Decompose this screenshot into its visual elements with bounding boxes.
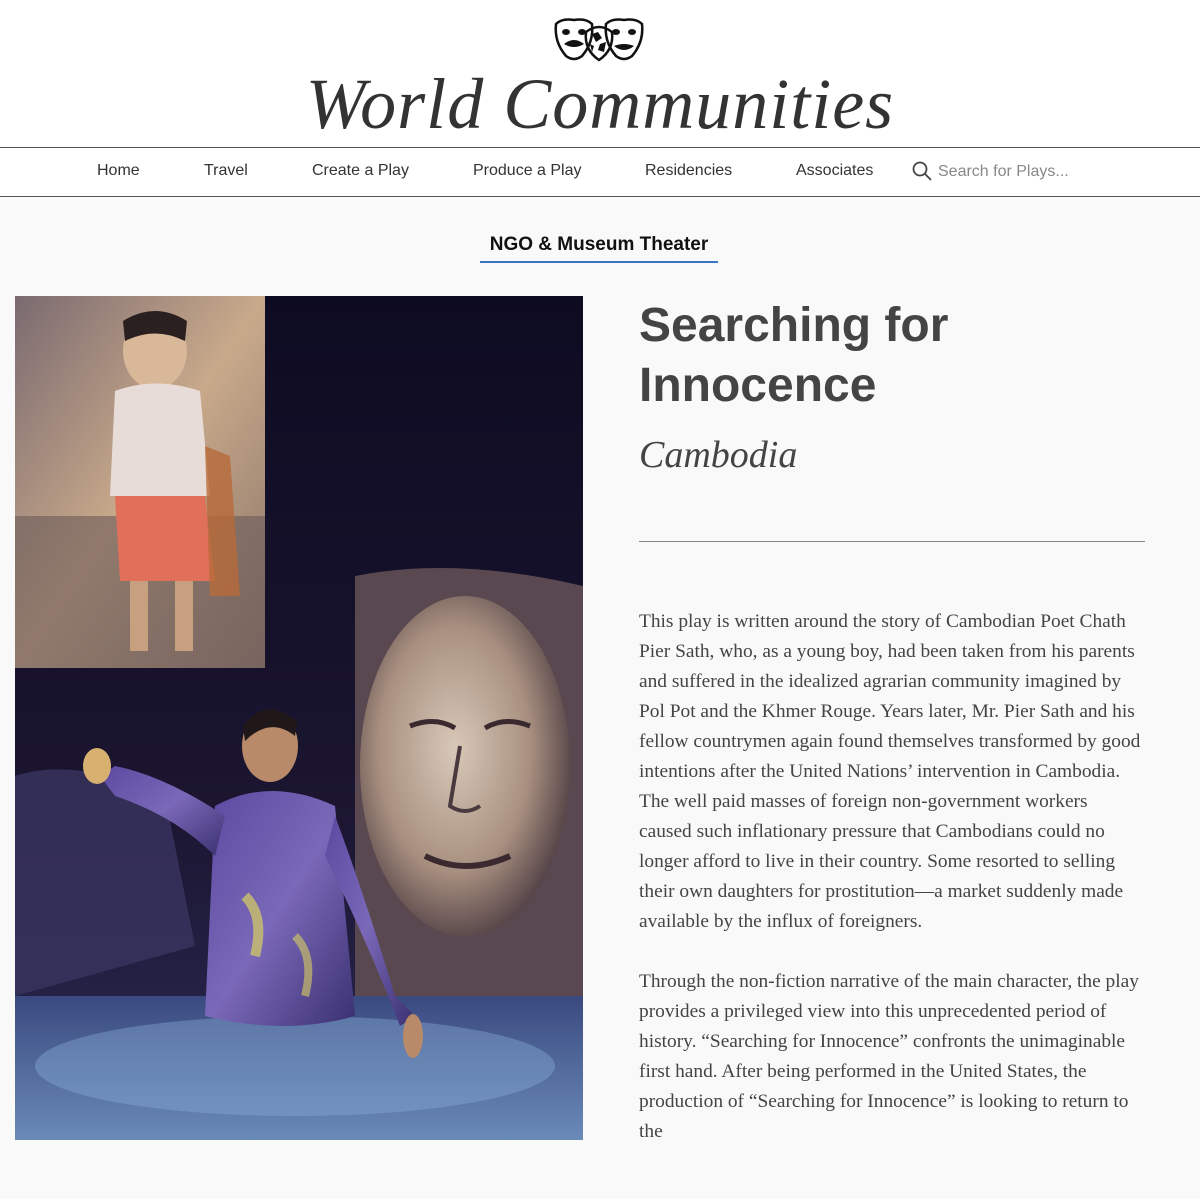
description-paragraph: This play is written around the story of Cambodian Poet Chath Pier Sath, who, as a young boy, had been taken from his parents and suffered in the idealized agrarian community imagined by Pol Pot and the Khmer Rouge. Years later, Mr. Pier Sath and his fellow countrymen again found themselves transformed by good intentions after the United Nations’ intervention in Cambodia. The well paid masses of foreign non-government workers caused such inflationary pressure that Cambodians could no longer afford to live in their country. Some resorted to selling their own daughters for prostitution—a market suddenly made available by the influx of foreigners. [639,611,1141,932]
nav-item-home[interactable]: Home [97,162,140,179]
play-country: Cambodia [639,434,798,476]
main-nav [0,148,1200,197]
nav-item-residencies[interactable]: Residencies [645,162,733,179]
play-photo [15,296,583,1140]
site-header [0,0,1200,148]
play-photo-image [15,296,583,1140]
description-paragraph: Through the non-fiction narrative of the main character, the play provides a privileged view into this unprecedented period of history. “Searching for Innocence” confronts the unimaginable first hand. After being performed in the United States, the production of “Searching for Innocence” is looking to return to the [639,971,1139,1142]
theater-masks-globe-icon[interactable] [552,16,646,64]
search-input[interactable] [936,159,1100,185]
play-title: Searching for Innocence [639,299,949,412]
search-box[interactable] [912,148,1102,196]
search-icon[interactable] [912,161,932,181]
nav-item-produce-a-play[interactable]: Produce a Play [473,162,582,179]
divider [639,541,1145,542]
site-title[interactable]: World Communities [305,64,895,144]
nav-item-create-a-play[interactable]: Create a Play [312,162,409,179]
section-tab-ngo-museum-theater[interactable]: NGO & Museum Theater [480,231,718,263]
nav-item-associates[interactable]: Associates [796,162,874,179]
nav-item-travel[interactable]: Travel [204,162,248,179]
play-description [639,607,1145,1177]
